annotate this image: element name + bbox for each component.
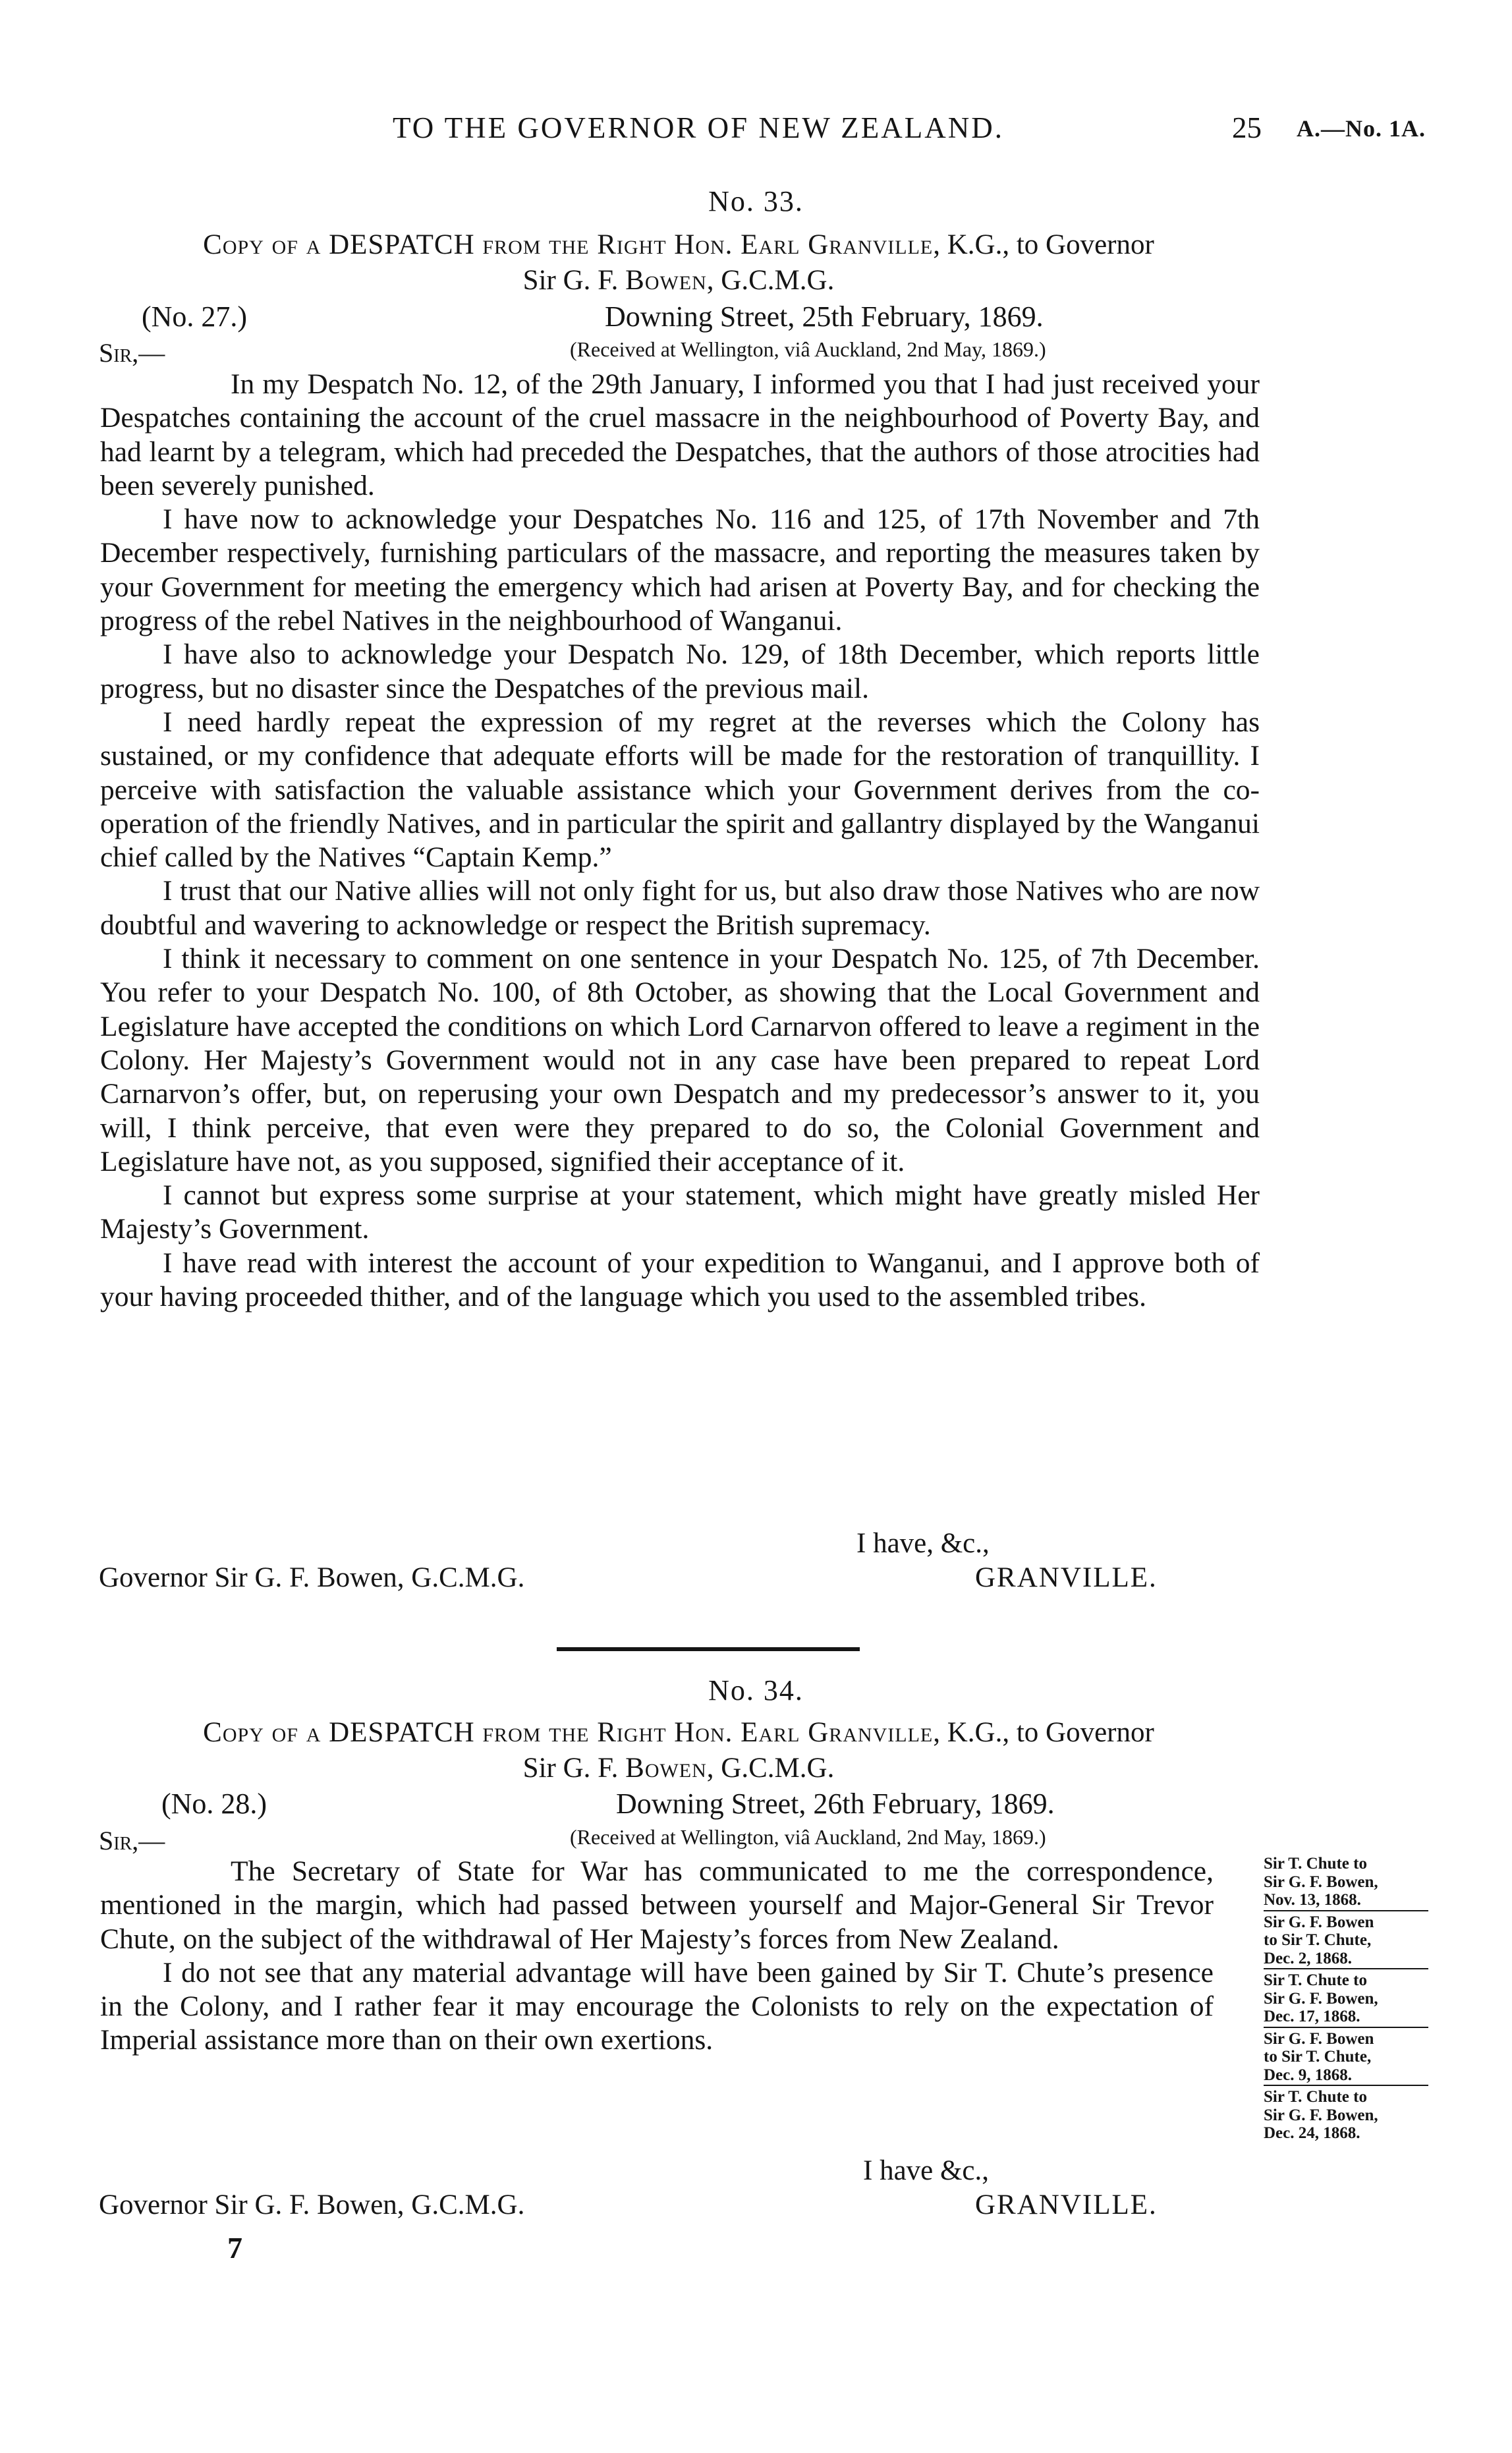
despatch-34-title: [99, 1715, 1258, 1786]
margin-note-date: Dec. 9, 1868.: [1264, 2066, 1428, 2087]
despatch-34-addressee: Governor Sir G. F. Bowen, G.C.M.G.: [99, 2189, 525, 2220]
sender-honours: , K.G., to Governor: [933, 229, 1154, 260]
despatch-33-salutation: Sir,—: [99, 338, 165, 368]
margin-note-line: Sir G. F. Bowen,: [1264, 2106, 1378, 2124]
margin-note-date: Dec. 24, 1868.: [1264, 2124, 1360, 2142]
margin-note-date: Dec. 2, 1868.: [1264, 1950, 1428, 1970]
section-divider: [557, 1647, 860, 1651]
margin-note: [1264, 1913, 1428, 1970]
margin-note-line: Sir T. Chute to: [1264, 1855, 1367, 1873]
despatch-34-salutation: Sir,—: [99, 1826, 165, 1855]
margin-notes: [1264, 1855, 1428, 2143]
despatch-33-closing: I have, &c.,: [856, 1528, 990, 1559]
recipient-name: Bowen: [625, 265, 707, 296]
margin-note-date: Nov. 13, 1868.: [1264, 1891, 1428, 1911]
despatch-33-paragraph-3: I have also to acknowledge your Despatch No. 129, of 18th December, which reports little progress, but no disaster since the Despatches of the previous mail.: [100, 638, 1260, 704]
margin-note-line: Sir T. Chute to: [1264, 2088, 1367, 2106]
despatch-33-paragraph-5: I trust that our Native allies will not only fight for us, but also draw those Natives who are now doubtful and wavering to acknowledge or respect the British supremacy.: [100, 875, 1260, 941]
despatch-33-paragraph-6: I think it necessary to comment on one sentence in your Despatch No. 125, of 7th December. You refer to your Despatch No. 100, of 8th October, as showing that the Local Government and Legislature have accepted the conditions on which Lord Carnarvon offered to leave a regiment in the Colony. Her Majesty’s Government would not in any case have been prepared to repeat Lord Carnarvon’s offer, but, on reperusing your own Despatch and my predecessor’s answer to it, you will, I think perceive, that even were they prepared to do so, the Colonial Government and Legislature have not, as you supposed, signified their acceptance of it.: [100, 943, 1260, 1177]
printer-sheet-signature: 7: [227, 2231, 242, 2265]
sender-name: Granville: [808, 229, 934, 260]
margin-note-line: to Sir T. Chute,: [1264, 2048, 1372, 2066]
despatch-33-title: [99, 227, 1258, 298]
despatch-33-title-line-1: [99, 227, 1258, 263]
despatch-33-paragraph-7: I cannot but express some surprise at your statement, which might have greatly misled Her Majesty’s Government.: [100, 1179, 1260, 1245]
recipient-name: Bowen: [625, 1753, 707, 1784]
despatch-34-title-line-1: [99, 1715, 1258, 1751]
recipient-honours: , G.C.M.G.: [706, 1753, 835, 1784]
despatch-33-signature: GRANVILLE.: [975, 1562, 1158, 1593]
despatch-34-number-heading: No. 34.: [708, 1674, 804, 1706]
sender-honours: , K.G., to Governor: [933, 1717, 1154, 1748]
recipient-honours: , G.C.M.G.: [706, 265, 835, 296]
margin-note-line: Sir G. F. Bowen: [1264, 1913, 1374, 1931]
despatch-34-closing: I have &c.,: [863, 2155, 990, 2186]
despatch-33-serial: (No. 27.): [142, 300, 248, 333]
margin-note-line: to Sir T. Chute,: [1264, 1931, 1372, 1949]
despatch-34-received: (Received at Wellington, viâ Auckland, 2nd May, 1869.): [570, 1825, 1046, 1849]
page-number: 25: [1232, 111, 1262, 144]
margin-note-line: Sir G. F. Bowen: [1264, 2029, 1374, 2048]
running-title: TO THE GOVERNOR OF NEW ZEALAND.: [393, 111, 1004, 144]
despatch-33-paragraph-2: I have now to acknowledge your Despatches No. 116 and 125, of 17th November and 7th December respectively, furnishing particulars of the massacre, and reporting the measures taken by your Government for meeting the emergency which had arisen at Poverty Bay, and for checking the progress of the rebel Natives in the neighbourhood of Wanganui.: [100, 503, 1260, 637]
despatch-34-paragraph-1: The Secretary of State for War has communicated to me the correspondence, mentioned in the margin, which had passed between yourself and Major-General Sir Trevor Chute, on the subject of the withdrawal of Her Majesty’s forces from New Zealand.: [100, 1855, 1214, 1955]
margin-note: [1264, 1971, 1428, 2028]
margin-note: [1264, 2088, 1428, 2143]
margin-note-line: Sir G. F. Bowen,: [1264, 1873, 1378, 1891]
despatch-33-paragraph-8: I have read with interest the account of your expedition to Wanganui, and I approve both of your having proceeded thither, and of the language which you used to the assembled tribes.: [100, 1247, 1260, 1313]
despatch-33-body: [100, 368, 1260, 1314]
despatch-33-dateline: Downing Street, 25th February, 1869.: [605, 300, 1044, 333]
margin-note-line: Sir G. F. Bowen,: [1264, 1989, 1378, 2008]
despatch-33-paragraph-4: I need hardly repeat the expression of my regret at the reverses which the Colony has sustained, or my confidence that adequate efforts will be made for the restoration of tranquillity. I perceive with satisfaction the valuable assistance which your Government derives from the co-operation of the friendly Natives, and in particular the spirit and gallantry displayed by the Wanganui chief called by the Natives “Captain Kemp.”: [100, 706, 1260, 874]
copy-label: Copy of a DESPATCH from the Right Hon. Earl: [203, 1717, 808, 1748]
despatch-33-paragraph-1: In my Despatch No. 12, of the 29th January, I informed you that I had just received your Despatches containing the account of the cruel massacre in the neighbourhood of Poverty Bay, and had learnt by a telegram, which had preceded the Despatches, that the authors of those atrocities had been severely punished.: [100, 368, 1260, 501]
margin-note-line: Sir T. Chute to: [1264, 1971, 1367, 1989]
despatch-33-title-line-2: [99, 263, 1258, 298]
despatch-34-serial: (No. 28.): [161, 1788, 267, 1820]
sender-name: Granville: [808, 1717, 934, 1748]
sheet-reference: A.—No. 1A.: [1297, 115, 1426, 142]
despatch-33-addressee: Governor Sir G. F. Bowen, G.C.M.G.: [99, 1562, 525, 1593]
despatch-34-body: [100, 1855, 1214, 2058]
recipient-prefix: Sir G. F.: [522, 265, 626, 296]
despatch-33-received: (Received at Wellington, viâ Auckland, 2nd May, 1869.): [570, 337, 1046, 361]
despatch-34-title-line-2: [99, 1751, 1258, 1786]
despatch-34-signature: GRANVILLE.: [975, 2189, 1158, 2220]
copy-label: Copy of a DESPATCH from the Right Hon. Earl: [203, 229, 808, 260]
despatch-34-dateline: Downing Street, 26th February, 1869.: [616, 1788, 1055, 1820]
margin-note-date: Dec. 17, 1868.: [1264, 2008, 1428, 2028]
margin-note: [1264, 2030, 1428, 2087]
despatch-34-paragraph-2: I do not see that any material advantage will have been gained by Sir T. Chute’s presence in the Colony, and I rather fear it may encourage the Colonists to rely on the expectation of Imperial assistance more than on their own exertions.: [100, 1956, 1214, 2056]
margin-note: [1264, 1855, 1428, 1911]
despatch-33-number-heading: No. 33.: [708, 185, 804, 217]
recipient-prefix: Sir G. F.: [522, 1753, 626, 1784]
